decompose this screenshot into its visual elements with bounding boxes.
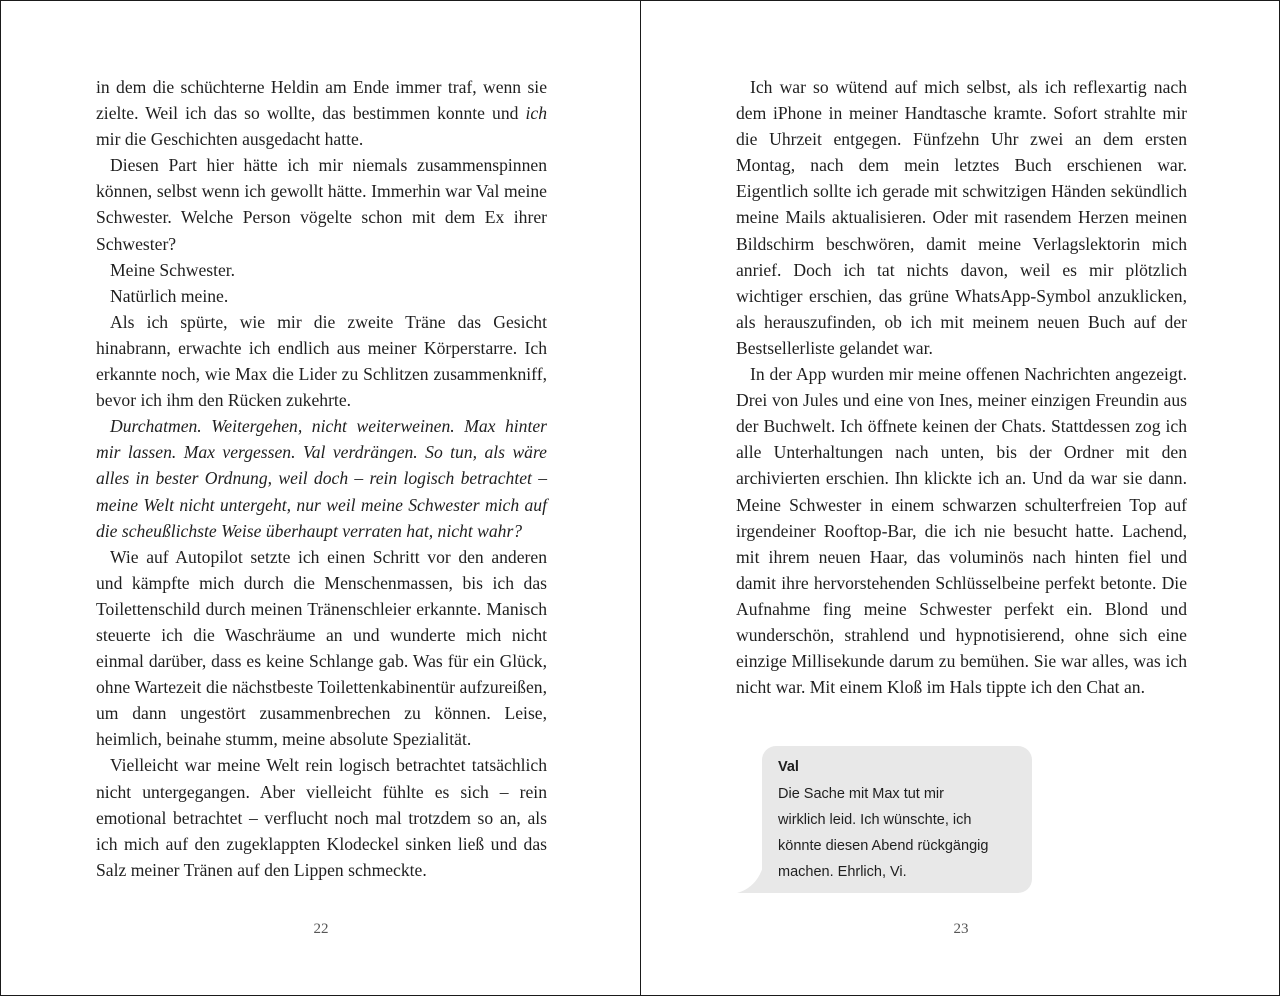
paragraph bbox=[96, 283, 547, 309]
paragraph-text: Als ich spürte, wie mir die zweite Träne das Gesicht hinabrann, erwachte ich endlich aus meiner Körperstarre. Ich erkannte noch, wie Max die Lider zu Schlitzen zusammenkniff, bevor ich ihm den Rücken zukehrte. bbox=[96, 311, 547, 411]
page-number-right: 23 bbox=[953, 921, 969, 937]
paragraph-text: Ich war so wütend auf mich selbst, als ich reflexartig nach dem iPhone in meiner Handtasche kramte. Sofort strahlte mir die Uhrzeit entgegen. Fünfzehn Uhr zwei an dem ersten Montag, nach dem mein letztes Buch erschienen war. Eigentlich sollte ich gerade mit schwitzigen Händen sekündlich meine Mails aktualisieren. Oder mit rasendem Herzen meinen Bildschirm beschwören, damit meine Verlagslektorin mich anrief. Doch ich tat nichts davon, weil es mir plötzlich wichtiger erschien, das grüne WhatsApp-Symbol anzuklicken, als herauszufinden, ob ich mit meinem neuen Buch auf der Bestsellerliste gelandet war. bbox=[736, 77, 1187, 358]
paragraph-text: Meine Schwester. bbox=[110, 259, 236, 280]
paragraph-text: mir die Geschichten ausgedacht hatte. bbox=[96, 129, 364, 150]
paragraph bbox=[96, 544, 547, 753]
page-number-left: 22 bbox=[313, 921, 329, 937]
left-page-text bbox=[96, 74, 547, 883]
chat-message-line: Die Sache mit Max tut mir bbox=[778, 786, 944, 802]
left-page bbox=[1, 1, 639, 995]
chat-message-line: wirklich leid. Ich wünschte, ich bbox=[778, 812, 972, 828]
right-page bbox=[641, 1, 1279, 995]
chat-message-line: könnte diesen Abend rückgängig bbox=[778, 838, 989, 854]
paragraph bbox=[96, 152, 547, 256]
chat-message-line: machen. Ehrlich, Vi. bbox=[778, 864, 907, 880]
chat-sender: Val bbox=[778, 759, 799, 775]
paragraph-text: Natürlich meine. bbox=[110, 285, 229, 306]
right-page-text bbox=[736, 74, 1187, 700]
paragraph bbox=[96, 309, 547, 413]
chat-message bbox=[778, 781, 1016, 885]
paragraph-text: Diesen Part hier hätte ich mir niemals zusammenspinnen können, selbst wenn ich gewollt hätte. Immerhin war Val meine Schwester. Welche Person vögelte schon mit dem Ex ihrer Schwester? bbox=[96, 155, 547, 254]
paragraph bbox=[96, 257, 547, 283]
paragraph-text: in dem die schüchterne Heldin am Ende immer traf, wenn sie zielte. Weil ich das so wollte, das bestimmen konnte und bbox=[96, 77, 547, 124]
paragraph bbox=[96, 752, 547, 882]
paragraph bbox=[736, 361, 1187, 700]
paragraph bbox=[96, 74, 547, 152]
paragraph-text: Wie auf Autopilot setzte ich einen Schritt vor den anderen und kämpfte mich durch die Menschenmassen, bis ich das Toilettenschild durch meinen Tränenschleier erkannte. Manisch steuerte ich die Waschräume an und wunderte mich nicht einmal darüber, dass es keine Schlange gab. Was für ein Glück, ohne Wartezeit die nächstbeste Toilettenkabinentür aufzureißen, um dann ungestört zusammenbrechen zu können. Leise, heimlich, beinahe stumm, meine absolute Spezialität. bbox=[96, 546, 547, 750]
paragraph-text: In der App wurden mir meine offenen Nachrichten angezeigt. Drei von Jules und eine von Ines, meiner einzigen Freundin aus der Buchwelt. Ich öffnete keinen der Chats. Stattdessen zog ich alle Unterhaltungen nach unten, bis der Ordner mit den archivierten erschien. Ihn klickte ich an. Und da war sie dann. Meine Schwester in einem schwarzen schulterfreien Top auf irgendeiner Rooftop-Bar, die ich nie besucht hatte. Lachend, mit ihrem neuen Haar, das voluminös nach hinten fiel und damit ihre hervorstehenden Schlüsselbeine perfekt betonte. Die Aufnahme fing meine Schwester perfekt ein. Blond und wunderschön, strahlend und hypnotisierend, ohne sich eine einzige Millisekunde darum zu bemühen. Sie war alles, was ich nicht war. Mit einem Kloß im Hals tippte ich den Chat an. bbox=[736, 364, 1187, 698]
paragraph bbox=[96, 413, 547, 543]
chat-bubble bbox=[762, 746, 1032, 893]
emphasized-text: ich bbox=[525, 103, 547, 124]
paragraph-text: Durchatmen. Weitergehen, nicht weiterweinen. Max hinter mir lassen. Max vergessen. Val verdrängen. So tun, als wäre alles in bester Ordnung, weil doch – rein logisch betrachtet – meine Welt nicht untergeht, nur weil meine Schwester mich auf die scheußlichste Weise überhaupt verraten hat, nicht wahr? bbox=[96, 416, 547, 541]
paragraph-text: Vielleicht war meine Welt rein logisch betrachtet tatsächlich nicht untergegangen. Aber vielleicht fühlte es sich – rein emotional betrachtet – verflucht noch mal trotzdem so an, als ich mich auf den zugeklappten Klodeckel sinken ließ und das Salz meiner Tränen auf den Lippen schmeckte. bbox=[96, 755, 547, 880]
paragraph bbox=[736, 74, 1187, 361]
